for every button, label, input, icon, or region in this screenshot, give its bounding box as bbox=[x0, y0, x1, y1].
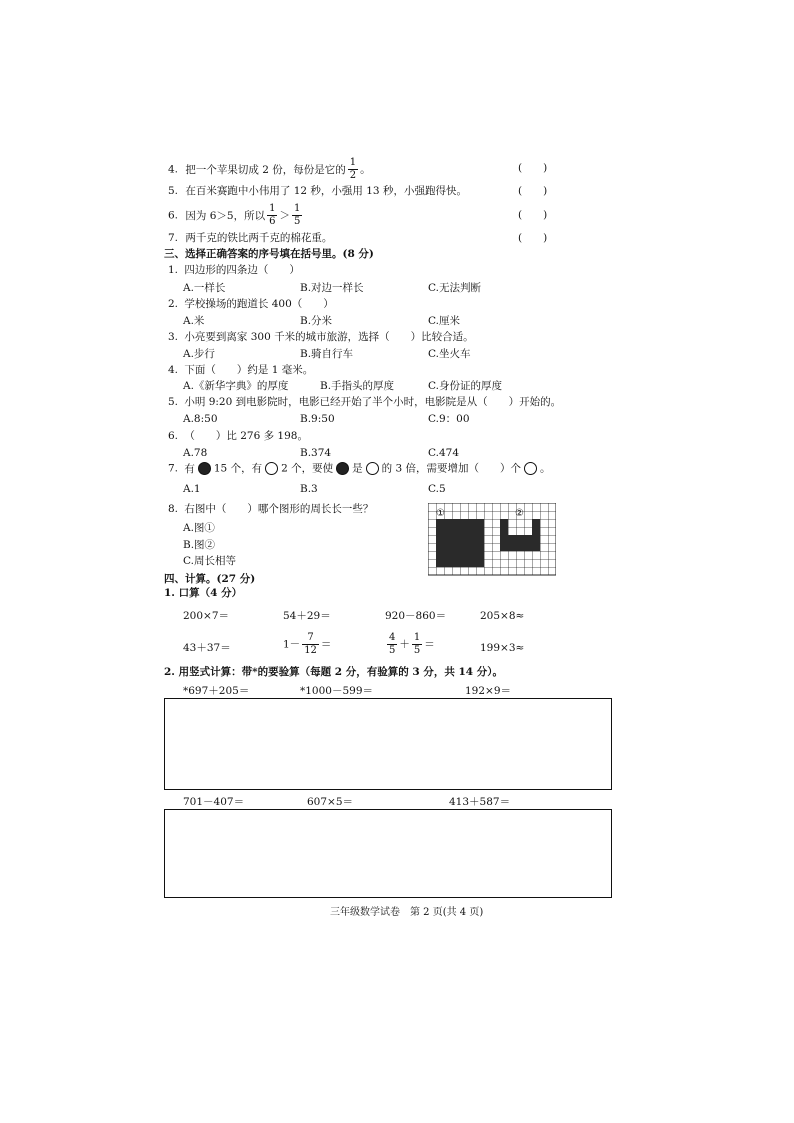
item-number: 2. bbox=[168, 298, 179, 310]
numerator: 1 bbox=[293, 203, 301, 214]
fraction bbox=[412, 633, 422, 656]
option-a[interactable]: A.图① bbox=[183, 522, 215, 534]
option-c[interactable]: C.周长相等 bbox=[183, 555, 236, 567]
oral-calc-item[interactable]: 199×3≈ bbox=[480, 642, 525, 654]
answer-box-2[interactable] bbox=[164, 809, 612, 898]
question-text: 把一个苹果切成 2 份，每份是它的 bbox=[185, 163, 346, 176]
option-a[interactable]: A.米 bbox=[183, 315, 205, 327]
mc-question-3 bbox=[168, 332, 474, 343]
option-c[interactable]: C.身份证的厚度 bbox=[428, 380, 502, 392]
tf-item-5 bbox=[168, 186, 467, 197]
oral-calc-item[interactable]: 920－860＝ bbox=[385, 610, 447, 622]
option-c[interactable]: C.5 bbox=[428, 483, 446, 495]
numerator: 1 bbox=[269, 203, 276, 214]
question-text: 是 bbox=[352, 462, 363, 475]
expr-text: ＝ bbox=[424, 638, 435, 651]
oral-calc-item[interactable]: 54＋29＝ bbox=[283, 610, 331, 622]
option-b[interactable]: B.374 bbox=[300, 447, 332, 459]
option-a[interactable]: A.8:50 bbox=[183, 413, 218, 425]
question-text: 下面（ ）约是 1 毫米。 bbox=[184, 364, 314, 376]
option-a[interactable]: A.1 bbox=[183, 483, 201, 495]
question-text: 学校操场的跑道长 400（ ） bbox=[184, 298, 334, 310]
grid-figure bbox=[428, 503, 556, 580]
option-a[interactable]: A.78 bbox=[183, 447, 208, 459]
vertical-calc-item: 701－407＝ bbox=[183, 796, 245, 808]
section-4-title: 四、计算。(27 分) bbox=[164, 573, 256, 585]
numerator: 1 bbox=[349, 157, 357, 168]
option-b[interactable]: B.9:50 bbox=[300, 413, 335, 425]
answer-box-1[interactable] bbox=[164, 698, 612, 790]
option-a[interactable]: A.《新华字典》的厚度 bbox=[183, 380, 289, 392]
answer-paren[interactable]: ( ) bbox=[518, 209, 548, 221]
expr-text: ＝ bbox=[320, 638, 332, 651]
option-b[interactable]: B.手指头的厚度 bbox=[320, 380, 395, 392]
option-c[interactable]: C.474 bbox=[428, 447, 460, 459]
vertical-calc-title: 2. 用竖式计算：带*的要验算（每题 2 分，有验算的 3 分，共 14 分）。 bbox=[164, 666, 504, 678]
option-b[interactable]: B.3 bbox=[300, 483, 318, 495]
option-c[interactable]: C.厘米 bbox=[428, 315, 460, 327]
question-text: 小明 9:20 到电影院时，电影已经开始了半个小时，电影院是从（ ）开始的。 bbox=[184, 396, 562, 408]
denominator: 5 bbox=[389, 645, 396, 656]
denominator: 2 bbox=[349, 170, 357, 181]
oral-calc-item[interactable] bbox=[385, 633, 435, 656]
item-number: 5. bbox=[168, 185, 179, 197]
operator: ＞ bbox=[279, 209, 290, 222]
fraction bbox=[267, 204, 277, 227]
option-b[interactable]: B.对边一样长 bbox=[300, 282, 364, 294]
tf-item-7 bbox=[168, 233, 332, 244]
option-b[interactable]: B.骑自行车 bbox=[300, 348, 354, 360]
option-c[interactable]: C.无法判断 bbox=[428, 282, 481, 294]
page-footer: 三年级数学试卷 第 2 页(共 4 页) bbox=[330, 907, 484, 918]
item-number: 6. bbox=[168, 209, 179, 222]
oral-calc-item[interactable]: 205×8≈ bbox=[480, 610, 525, 622]
oral-calc-title: 1. 口算（4 分） bbox=[164, 587, 243, 599]
numerator: 7 bbox=[302, 633, 319, 645]
figure-1-label: ① bbox=[436, 508, 445, 519]
option-a[interactable]: A.一样长 bbox=[183, 282, 226, 294]
mc-question-4 bbox=[168, 365, 313, 376]
vertical-calc-item: 607×5＝ bbox=[307, 796, 354, 808]
question-text: 在百米赛跑中小伟用了 12 秒，小强用 13 秒，小强跑得快。 bbox=[185, 185, 467, 197]
filled-circle-icon bbox=[336, 462, 349, 475]
question-text: 的 3 倍，需要增加（ ）个 bbox=[381, 462, 521, 475]
option-c[interactable]: C.坐火车 bbox=[428, 348, 471, 360]
item-number: 4. bbox=[168, 364, 179, 376]
item-number: 7. bbox=[168, 462, 179, 475]
denominator: 5 bbox=[293, 216, 301, 227]
answer-paren[interactable]: ( ) bbox=[518, 232, 548, 244]
question-text: 因为 6＞5，所以 bbox=[185, 209, 266, 222]
empty-circle-icon bbox=[366, 462, 379, 475]
item-number: 3. bbox=[168, 331, 179, 343]
vertical-calc-item: *697＋205＝ bbox=[183, 685, 250, 697]
operator: ＋ bbox=[399, 638, 410, 651]
question-text: 四边形的四条边（ ） bbox=[184, 264, 300, 276]
tf-item-6 bbox=[168, 204, 304, 227]
vertical-calc-item: 413＋587＝ bbox=[449, 796, 511, 808]
fraction bbox=[348, 158, 358, 181]
option-c[interactable]: C.9：00 bbox=[428, 413, 470, 425]
mc-question-1 bbox=[168, 265, 300, 276]
grid-figure-svg bbox=[428, 503, 556, 577]
section-3-title: 三、选择正确答案的序号填在括号里。(8 分) bbox=[164, 248, 374, 260]
vertical-calc-item: 192×9＝ bbox=[465, 685, 512, 697]
answer-paren[interactable]: ( ) bbox=[518, 162, 548, 174]
answer-paren[interactable]: ( ) bbox=[518, 185, 548, 197]
mc-question-7 bbox=[168, 462, 550, 475]
question-text-end: 。 bbox=[360, 163, 371, 176]
empty-circle-icon bbox=[265, 462, 278, 475]
fraction bbox=[302, 633, 319, 656]
numerator: 1 bbox=[413, 632, 421, 643]
empty-circle-icon bbox=[524, 462, 537, 475]
question-text: 15 个，有 bbox=[213, 462, 263, 475]
mc-question-6 bbox=[168, 431, 308, 442]
fraction bbox=[387, 633, 397, 656]
denominator: 5 bbox=[413, 645, 421, 656]
vertical-calc-item: *1000－599＝ bbox=[300, 685, 374, 697]
item-number: 1. bbox=[168, 264, 179, 276]
figure-1-square bbox=[436, 519, 484, 567]
question-text: 2 个，要使 bbox=[281, 462, 334, 475]
option-a[interactable]: A.步行 bbox=[183, 348, 215, 360]
figure-2-label: ② bbox=[515, 508, 524, 519]
denominator: 12 bbox=[304, 645, 317, 656]
expr-text: 1－ bbox=[283, 638, 301, 651]
mc-question-2 bbox=[168, 299, 334, 310]
mc-question-5 bbox=[168, 397, 561, 408]
oral-calc-item[interactable]: 200×7＝ bbox=[183, 610, 230, 622]
item-number: 4. bbox=[168, 163, 179, 176]
tf-item-4 bbox=[168, 158, 371, 181]
question-text: 右图中（ ）哪个图形的周长长一些？ bbox=[184, 503, 374, 515]
oral-calc-item[interactable] bbox=[283, 633, 331, 656]
item-number: 7. bbox=[168, 232, 179, 244]
question-text: 小亮要到离家 300 千米的城市旅游，选择（ ）比较合适。 bbox=[184, 331, 474, 343]
item-number: 8. bbox=[168, 503, 179, 515]
option-b[interactable]: B.图② bbox=[183, 539, 216, 551]
question-text: 。 bbox=[539, 462, 551, 475]
denominator: 6 bbox=[269, 216, 276, 227]
option-b[interactable]: B.分米 bbox=[300, 315, 333, 327]
question-text: 两千克的铁比两千克的棉花重。 bbox=[185, 232, 333, 244]
fraction bbox=[292, 204, 302, 227]
question-text: 有 bbox=[184, 462, 195, 475]
numerator: 4 bbox=[389, 632, 396, 643]
item-number: 6. bbox=[168, 430, 179, 442]
mc-question-8 bbox=[168, 504, 373, 515]
item-number: 5. bbox=[168, 396, 179, 408]
filled-circle-icon bbox=[198, 462, 211, 475]
oral-calc-item[interactable]: 43＋37＝ bbox=[183, 642, 231, 654]
question-text: （ ）比 276 多 198。 bbox=[184, 430, 308, 442]
